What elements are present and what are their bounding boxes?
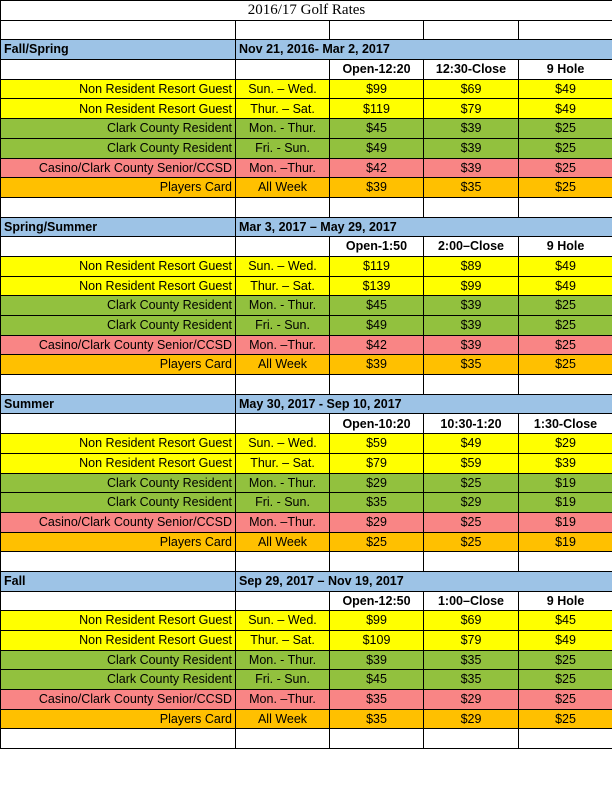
column-header: 1:30-Close	[519, 414, 612, 434]
days: Sun. – Wed.	[236, 79, 330, 99]
price-cell: $42	[330, 335, 424, 355]
price-cell: $29	[330, 512, 424, 532]
guest-type: Clark County Resident	[1, 316, 236, 336]
rate-row	[1, 178, 612, 198]
guest-type: Casino/Clark County Senior/CCSD	[1, 690, 236, 710]
days: Sun. – Wed.	[236, 434, 330, 454]
guest-type: Casino/Clark County Senior/CCSD	[1, 512, 236, 532]
price-cell: $35	[424, 670, 519, 690]
guest-type: Non Resident Resort Guest	[1, 276, 236, 296]
price-cell: $35	[330, 493, 424, 513]
price-cell: $49	[519, 79, 612, 99]
days: Thur. – Sat.	[236, 631, 330, 651]
blank-cell	[424, 552, 519, 572]
blank-cell	[519, 552, 612, 572]
rate-row	[1, 473, 612, 493]
guest-type: Casino/Clark County Senior/CCSD	[1, 335, 236, 355]
guest-type: Players Card	[1, 709, 236, 729]
rate-row	[1, 670, 612, 690]
guest-type: Players Card	[1, 532, 236, 552]
page-title: 2016/17 Golf Rates	[1, 1, 612, 21]
rate-row	[1, 650, 612, 670]
season-dates: Mar 3, 2017 – May 29, 2017	[236, 217, 612, 237]
price-cell: $25	[424, 512, 519, 532]
blank-cell	[236, 237, 330, 257]
guest-type: Non Resident Resort Guest	[1, 453, 236, 473]
price-cell: $35	[424, 355, 519, 375]
price-cell: $39	[424, 138, 519, 158]
blank-cell	[236, 197, 330, 217]
column-header: 1:00–Close	[424, 591, 519, 611]
days: Sun. – Wed.	[236, 611, 330, 631]
price-cell: $25	[519, 335, 612, 355]
price-cell: $49	[519, 631, 612, 651]
column-header: Open-10:20	[330, 414, 424, 434]
blank-row	[1, 197, 612, 217]
rate-row	[1, 99, 612, 119]
price-cell: $39	[424, 158, 519, 178]
blank-cell	[236, 729, 330, 749]
days: Mon. - Thur.	[236, 473, 330, 493]
price-cell: $25	[519, 650, 612, 670]
rate-row	[1, 355, 612, 375]
column-header-row	[1, 591, 612, 611]
rate-row	[1, 434, 612, 454]
days: All Week	[236, 355, 330, 375]
column-header: 9 Hole	[519, 591, 612, 611]
price-cell: $119	[330, 256, 424, 276]
price-cell: $19	[519, 512, 612, 532]
guest-type: Non Resident Resort Guest	[1, 631, 236, 651]
blank-cell	[1, 197, 236, 217]
price-cell: $99	[330, 79, 424, 99]
price-cell: $25	[424, 473, 519, 493]
price-cell: $39	[424, 335, 519, 355]
column-header: 2:00–Close	[424, 237, 519, 257]
price-cell: $49	[519, 256, 612, 276]
days: Fri. - Sun.	[236, 316, 330, 336]
days: All Week	[236, 532, 330, 552]
days: Mon. - Thur.	[236, 119, 330, 139]
days: Mon. –Thur.	[236, 158, 330, 178]
blank-cell	[1, 414, 236, 434]
blank-cell	[330, 20, 424, 40]
rate-row	[1, 493, 612, 513]
column-header: Open-1:50	[330, 237, 424, 257]
season-header-row	[1, 394, 612, 414]
price-cell: $39	[424, 296, 519, 316]
price-cell: $25	[519, 316, 612, 336]
price-cell: $119	[330, 99, 424, 119]
column-header: 9 Hole	[519, 237, 612, 257]
blank-cell	[519, 20, 612, 40]
price-cell: $45	[330, 119, 424, 139]
season-name: Fall	[1, 571, 236, 591]
blank-cell	[1, 375, 236, 395]
season-header-row	[1, 217, 612, 237]
rate-row	[1, 611, 612, 631]
price-cell: $29	[424, 690, 519, 710]
price-cell: $25	[519, 670, 612, 690]
price-cell: $79	[424, 99, 519, 119]
column-header: Open-12:20	[330, 60, 424, 80]
price-cell: $29	[330, 473, 424, 493]
price-cell: $25	[519, 355, 612, 375]
column-header: Open-12:50	[330, 591, 424, 611]
guest-type: Casino/Clark County Senior/CCSD	[1, 158, 236, 178]
column-header: 10:30-1:20	[424, 414, 519, 434]
price-cell: $35	[424, 178, 519, 198]
price-cell: $79	[330, 453, 424, 473]
price-cell: $79	[424, 631, 519, 651]
price-cell: $49	[330, 316, 424, 336]
rate-row	[1, 709, 612, 729]
blank-row	[1, 552, 612, 572]
price-cell: $39	[519, 453, 612, 473]
days: Mon. –Thur.	[236, 335, 330, 355]
days: Mon. - Thur.	[236, 296, 330, 316]
price-cell: $25	[519, 178, 612, 198]
season-name: Spring/Summer	[1, 217, 236, 237]
guest-type: Clark County Resident	[1, 119, 236, 139]
rate-row	[1, 296, 612, 316]
price-cell: $25	[330, 532, 424, 552]
price-cell: $49	[519, 99, 612, 119]
guest-type: Clark County Resident	[1, 138, 236, 158]
blank-cell	[519, 375, 612, 395]
price-cell: $45	[330, 296, 424, 316]
price-cell: $25	[519, 296, 612, 316]
rate-row	[1, 512, 612, 532]
guest-type: Non Resident Resort Guest	[1, 256, 236, 276]
season-dates: Nov 21, 2016- Mar 2, 2017	[236, 40, 612, 60]
days: Thur. – Sat.	[236, 99, 330, 119]
price-cell: $45	[519, 611, 612, 631]
rate-row	[1, 335, 612, 355]
guest-type: Clark County Resident	[1, 670, 236, 690]
blank-cell	[424, 375, 519, 395]
blank-cell	[236, 60, 330, 80]
title-row	[1, 1, 612, 21]
price-cell: $99	[424, 276, 519, 296]
days: All Week	[236, 178, 330, 198]
price-cell: $29	[424, 493, 519, 513]
blank-cell	[1, 591, 236, 611]
rate-row	[1, 138, 612, 158]
guest-type: Non Resident Resort Guest	[1, 79, 236, 99]
price-cell: $25	[519, 690, 612, 710]
rate-row	[1, 276, 612, 296]
guest-type: Players Card	[1, 178, 236, 198]
guest-type: Clark County Resident	[1, 473, 236, 493]
blank-cell	[330, 197, 424, 217]
season-name: Fall/Spring	[1, 40, 236, 60]
price-cell: $59	[330, 434, 424, 454]
guest-type: Clark County Resident	[1, 650, 236, 670]
days: Mon. –Thur.	[236, 690, 330, 710]
season-name: Summer	[1, 394, 236, 414]
days: Fri. - Sun.	[236, 493, 330, 513]
price-cell: $19	[519, 532, 612, 552]
price-cell: $29	[424, 709, 519, 729]
blank-cell	[1, 729, 236, 749]
days: Mon. –Thur.	[236, 512, 330, 532]
price-cell: $39	[330, 178, 424, 198]
blank-cell	[236, 375, 330, 395]
blank-cell	[1, 60, 236, 80]
price-cell: $69	[424, 79, 519, 99]
guest-type: Non Resident Resort Guest	[1, 434, 236, 454]
price-cell: $25	[519, 119, 612, 139]
guest-type: Non Resident Resort Guest	[1, 99, 236, 119]
rate-row	[1, 631, 612, 651]
price-cell: $42	[330, 158, 424, 178]
blank-cell	[236, 591, 330, 611]
season-header-row	[1, 571, 612, 591]
blank-cell	[519, 729, 612, 749]
price-cell: $59	[424, 453, 519, 473]
price-cell: $35	[424, 650, 519, 670]
column-header: 9 Hole	[519, 60, 612, 80]
price-cell: $29	[519, 434, 612, 454]
column-header: 12:30-Close	[424, 60, 519, 80]
blank-cell	[1, 20, 236, 40]
price-cell: $49	[424, 434, 519, 454]
rate-row	[1, 532, 612, 552]
price-cell: $35	[330, 690, 424, 710]
price-cell: $139	[330, 276, 424, 296]
days: Fri. - Sun.	[236, 138, 330, 158]
blank-row	[1, 20, 612, 40]
rate-row	[1, 690, 612, 710]
blank-cell	[424, 729, 519, 749]
price-cell: $39	[330, 355, 424, 375]
price-cell: $25	[519, 709, 612, 729]
blank-cell	[1, 552, 236, 572]
blank-cell	[330, 729, 424, 749]
column-header-row	[1, 237, 612, 257]
blank-cell	[330, 375, 424, 395]
blank-cell	[1, 237, 236, 257]
price-cell: $35	[330, 709, 424, 729]
blank-row	[1, 375, 612, 395]
rate-row	[1, 453, 612, 473]
blank-cell	[236, 414, 330, 434]
days: All Week	[236, 709, 330, 729]
blank-cell	[519, 197, 612, 217]
blank-cell	[236, 552, 330, 572]
price-cell: $39	[424, 316, 519, 336]
price-cell: $25	[424, 532, 519, 552]
rate-row	[1, 119, 612, 139]
blank-row	[1, 729, 612, 749]
blank-cell	[424, 20, 519, 40]
rate-row	[1, 79, 612, 99]
column-header-row	[1, 414, 612, 434]
season-dates: Sep 29, 2017 – Nov 19, 2017	[236, 571, 612, 591]
price-cell: $89	[424, 256, 519, 276]
price-cell: $39	[330, 650, 424, 670]
price-cell: $69	[424, 611, 519, 631]
blank-cell	[236, 20, 330, 40]
guest-type: Non Resident Resort Guest	[1, 611, 236, 631]
days: Thur. – Sat.	[236, 276, 330, 296]
rate-row	[1, 158, 612, 178]
blank-cell	[424, 197, 519, 217]
days: Fri. - Sun.	[236, 670, 330, 690]
blank-cell	[330, 552, 424, 572]
guest-type: Clark County Resident	[1, 493, 236, 513]
price-cell: $109	[330, 631, 424, 651]
days: Sun. – Wed.	[236, 256, 330, 276]
guest-type: Players Card	[1, 355, 236, 375]
column-header-row	[1, 60, 612, 80]
guest-type: Clark County Resident	[1, 296, 236, 316]
rate-row	[1, 256, 612, 276]
season-header-row	[1, 40, 612, 60]
price-cell: $49	[330, 138, 424, 158]
season-dates: May 30, 2017 - Sep 10, 2017	[236, 394, 612, 414]
price-cell: $99	[330, 611, 424, 631]
price-cell: $25	[519, 158, 612, 178]
price-cell: $19	[519, 473, 612, 493]
price-cell: $19	[519, 493, 612, 513]
price-cell: $39	[424, 119, 519, 139]
price-cell: $25	[519, 138, 612, 158]
days: Mon. - Thur.	[236, 650, 330, 670]
rate-row	[1, 316, 612, 336]
price-cell: $45	[330, 670, 424, 690]
days: Thur. – Sat.	[236, 453, 330, 473]
price-cell: $49	[519, 276, 612, 296]
